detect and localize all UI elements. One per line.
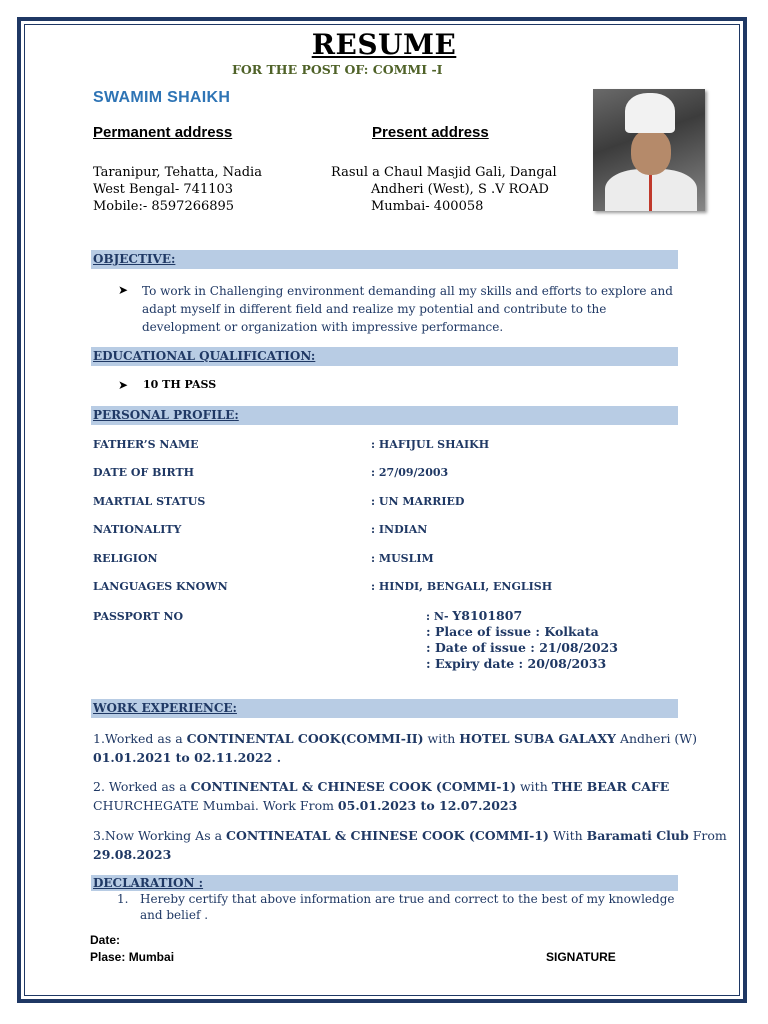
personal-heading-text: PERSONAL PROFILE xyxy=(93,408,235,422)
objective-line-2: adapt myself in different field and realize my potential and contribute to the xyxy=(142,302,607,316)
education-section-header xyxy=(91,347,678,366)
permanent-address-line-3: Mobile:- 8597266895 xyxy=(93,199,235,214)
work-dates: 01.01.2021 to 02.11.2022 . xyxy=(93,750,282,765)
work-text: 3.Now Working As a xyxy=(93,828,227,843)
personal-section-header xyxy=(91,406,678,425)
passport-label: PASSPORT NO xyxy=(93,610,184,623)
work-section-header xyxy=(91,699,678,718)
present-address-line-1: Rasul a Chaul Masjid Gali, Dangal xyxy=(331,165,557,180)
languages-value: : HINDI, BENGALI, ENGLISH xyxy=(371,580,553,593)
work-location: Andheri (W) xyxy=(615,731,698,746)
photo-face xyxy=(631,129,671,175)
work-text: 1.Worked as a xyxy=(93,731,187,746)
work-dates: 05.01.2023 to 12.07.2023 xyxy=(337,798,518,813)
objective-line-1: To work in Challenging environment demanding all my skills and efforts to explore and xyxy=(142,284,673,298)
dob-value: : 27/09/2003 xyxy=(371,466,449,479)
work-item-2-line-1 xyxy=(93,777,669,796)
photo-chef-hat xyxy=(625,93,675,133)
passport-expiry-date: : Expiry date : 20/08/2033 xyxy=(426,656,607,671)
work-role: CONTINEATAL & CHINESE COOK (COMMI-1) xyxy=(226,828,549,843)
work-employer: Baramati Club xyxy=(586,828,689,843)
arrow-bullet-icon: ➤ xyxy=(118,283,129,297)
work-item-2-line-2 xyxy=(93,796,517,815)
declaration-line-1: Hereby certify that above information are true and correct to the best of my knowledge xyxy=(140,892,675,906)
nationality-value: : INDIAN xyxy=(371,523,428,536)
objective-heading: OBJECTIVE: xyxy=(93,252,176,266)
personal-heading xyxy=(93,408,239,422)
nationality-label: NATIONALITY xyxy=(93,523,182,536)
work-text: with xyxy=(516,779,552,794)
passport-number: Y8101807 xyxy=(452,608,523,623)
post-subtitle: FOR THE POST OF: COMMI -I xyxy=(232,62,443,77)
candidate-name: SWAMIM SHAIKH xyxy=(93,89,231,106)
place-label: Plase: Mumbai xyxy=(90,950,175,964)
work-employer: THE BEAR CAFE xyxy=(551,779,670,794)
work-item-1-line-1 xyxy=(93,729,697,748)
present-address-heading: Present address xyxy=(372,124,489,141)
passport-number-line xyxy=(426,608,522,623)
permanent-address-line-2: West Bengal- 741103 xyxy=(93,182,234,197)
religion-value: : MUSLIM xyxy=(371,552,434,565)
passport-date-of-issue: : Date of issue : 21/08/2023 xyxy=(426,640,618,655)
profile-photo xyxy=(593,89,705,211)
work-text: With xyxy=(548,828,587,843)
marital-status-label: MARTIAL STATUS xyxy=(93,495,206,508)
work-heading: WORK EXPERIENCE: xyxy=(93,701,237,715)
work-role: CONTINENTAL & CHINESE COOK (COMMI-1) xyxy=(190,779,516,794)
permanent-address-heading: Permanent address xyxy=(93,124,233,141)
passport-place-of-issue: : Place of issue : Kolkata xyxy=(426,624,599,639)
passport-prefix: : N- xyxy=(426,610,453,623)
present-address-line-2: Andheri (West), S .V ROAD xyxy=(371,182,549,197)
work-employer: HOTEL SUBA GALAXY xyxy=(459,731,616,746)
work-text: with xyxy=(423,731,460,746)
declaration-number: 1. xyxy=(117,892,129,906)
objective-line-3: development or organization with impressive performance. xyxy=(142,320,504,334)
personal-heading-colon: : xyxy=(234,408,239,422)
present-address-line-3: Mumbai- 400058 xyxy=(371,199,484,214)
marital-status-value: : UN MARRIED xyxy=(371,495,465,508)
work-text: From xyxy=(688,828,727,843)
resume-title: RESUME xyxy=(311,28,457,61)
education-heading: EDUCATIONAL QUALIFICATION: xyxy=(93,349,316,363)
work-item-3-line-1 xyxy=(93,826,727,845)
date-label: Date: xyxy=(90,933,121,947)
fathers-name-value: : HAFIJUL SHAIKH xyxy=(371,438,490,451)
permanent-address-line-1: Taranipur, Tehatta, Nadia xyxy=(93,165,262,180)
education-item: 10 TH PASS xyxy=(143,378,217,391)
declaration-line-2: and belief . xyxy=(140,908,209,922)
photo-coat-trim xyxy=(649,173,652,211)
work-text: 2. Worked as a xyxy=(93,779,191,794)
languages-label: LANGUAGES KNOWN xyxy=(93,580,228,593)
work-role: CONTINENTAL COOK(COMMI-II) xyxy=(186,731,424,746)
signature-label: SIGNATURE xyxy=(546,950,616,964)
fathers-name-label: FATHER’S NAME xyxy=(93,438,199,451)
work-text: CHURCHEGATE Mumbai. Work From xyxy=(93,798,338,813)
work-item-1-line-2 xyxy=(93,748,281,767)
objective-section-header xyxy=(91,250,678,269)
work-item-3-line-2 xyxy=(93,845,171,864)
declaration-heading: DECLARATION : xyxy=(93,876,204,890)
religion-label: RELIGION xyxy=(93,552,158,565)
declaration-section-header xyxy=(91,875,678,891)
work-dates: 29.08.2023 xyxy=(93,847,172,862)
dob-label: DATE OF BIRTH xyxy=(93,466,195,479)
arrow-bullet-icon: ➤ xyxy=(118,378,129,392)
